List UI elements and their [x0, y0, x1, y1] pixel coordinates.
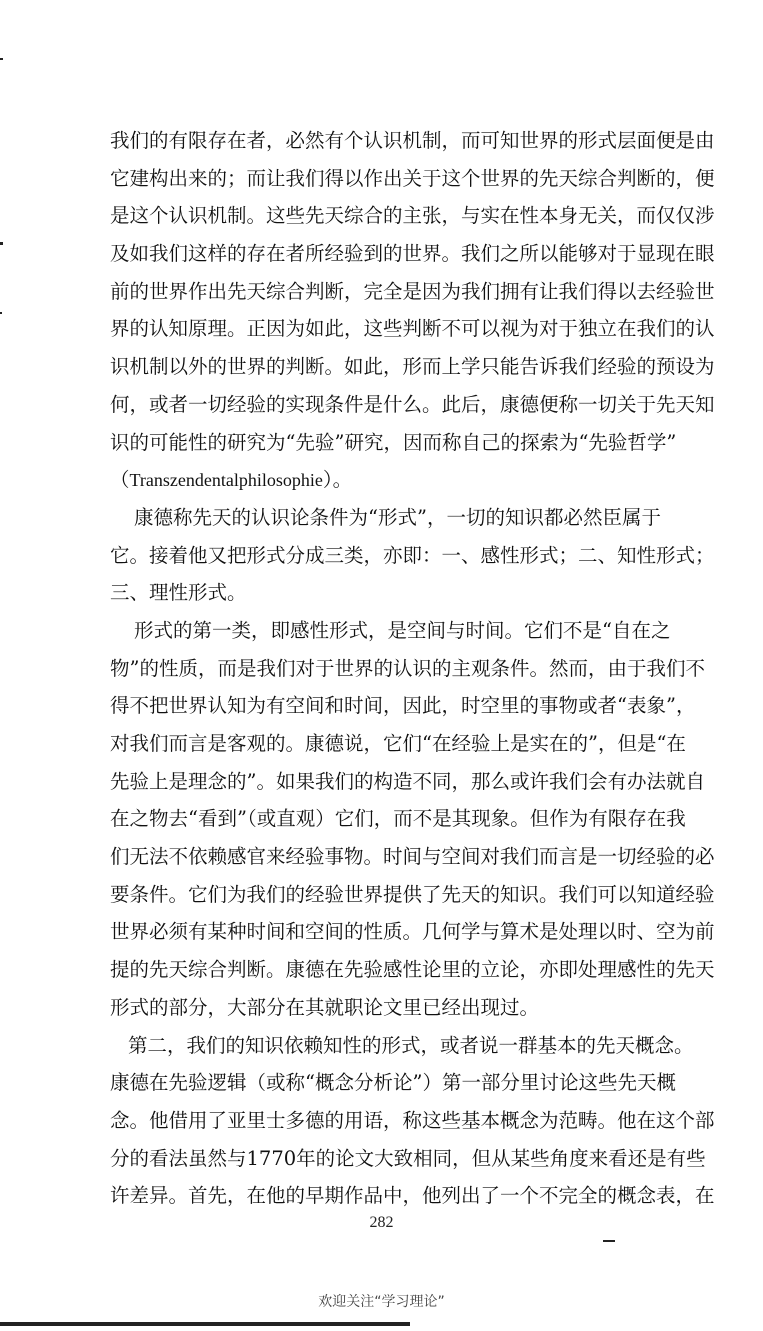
text-line-latin-term: [110, 461, 750, 499]
text-line: 它。接着他又把形式分成三类，亦即：一、感性形式；二、知性形式；: [110, 543, 715, 567]
text-line: 三、理性形式。: [110, 581, 247, 605]
text-line: 康德在先验逻辑（或称“概念分析论”）第一部分里讨论这些先天概: [110, 1071, 676, 1095]
text-line: 及如我们这样的存在者所经验到的世界。我们之所以能够对于显现在眼: [110, 242, 715, 266]
scan-edge-line: [0, 1322, 410, 1326]
text-line: 第二，我们的知识依赖知性的形式，或者说一群基本的先天概念。: [128, 1033, 694, 1057]
text-line: 世界必须有某种时间和空间的性质。几何学与算术是处理以时、空为前: [110, 920, 715, 944]
scan-artifact: [0, 312, 2, 314]
scan-artifact: [0, 58, 3, 60]
text-line: 是这个认识机制。这些先天综合的主张，与实在性本身无关，而仅仅涉: [110, 204, 715, 228]
text-line: 要条件。它们为我们的经验世界提供了先天的知识。我们可以知道经验: [110, 882, 715, 906]
text-line: 我们的有限存在者，必然有个认识机制，而可知世界的形式层面便是由: [110, 129, 715, 152]
text-line: 在之物去“看到”（或直观）它们，而不是其现象。但作为有限存在我: [110, 807, 686, 831]
text-line: 念。他借用了亚里士多德的用语，称这些基本概念为范畴。他在这个部: [110, 1108, 715, 1132]
body-text: [110, 122, 750, 1215]
text-line: 何，或者一切经验的实现条件是什么。此后，康德便称一切关于先天知: [110, 392, 715, 416]
scan-artifact: [603, 1240, 615, 1242]
german-term: Transzendentalphilosophie: [129, 470, 323, 491]
text-line: 物”的性质，而是我们对于世界的认识的主观条件。然而，由于我们不: [110, 656, 705, 680]
text-line: 前的世界作出先天综合判断，完全是因为我们拥有让我们得以去经验世: [110, 279, 715, 303]
footer-watermark: 欢迎关注“学习理论”: [318, 1294, 445, 1310]
page-number: 282: [369, 1214, 394, 1231]
text-line: 形式的部分，大部分在其就职论文里已经出现过。: [110, 995, 540, 1019]
paragraph-3: [110, 612, 750, 1027]
text-line: 对我们而言是客观的。康德说，它们“在经验上是实在的”，但是“在: [110, 732, 686, 755]
text-line: 们无法不依赖感官来经验事物。时间与空间对我们而言是一切经验的必: [110, 845, 715, 869]
paragraph-4: [110, 1027, 750, 1215]
text-line: 许差异。首先，在他的早期作品中，他列出了一个不完全的概念表，在: [110, 1184, 715, 1208]
scan-artifact: [0, 242, 3, 245]
close-paren: ）。: [322, 468, 353, 492]
text-line: 识的可能性的研究为“先验”研究，因而称自己的探索为“先验哲学”: [110, 430, 677, 454]
text-line: 得不把世界认知为有空间和时间，因此，时空里的事物或者“表象”，: [110, 694, 696, 718]
text-line: 提的先天综合判断。康德在先验感性论里的立论，亦即处理感性的先天: [110, 958, 715, 982]
text-line: 分的看法虽然与1770年的论文大致相同，但从某些角度来看还是有些: [110, 1146, 706, 1170]
text-line: 康德称先天的认识论条件为“形式”，一切的知识都必然臣属于: [134, 505, 661, 529]
text-line: 形式的第一类，即感性形式，是空间与时间。它们不是“自在之: [134, 618, 671, 642]
text-line: 先验上是理念的”。如果我们的构造不同，那么或许我们会有办法就自: [110, 769, 705, 793]
paragraph-1: [110, 122, 750, 499]
paragraph-2: [110, 499, 750, 612]
text-line: 界的认知原理。正因为如此，这些判断不可以视为对于独立在我们的认: [110, 317, 715, 341]
open-paren: （: [110, 468, 130, 492]
text-line: 它建构出来的；而让我们得以作出关于这个世界的先天综合判断的，便: [110, 166, 715, 190]
text-line: 识机制以外的世界的判断。如此，形而上学只能告诉我们经验的预设为: [110, 355, 715, 379]
